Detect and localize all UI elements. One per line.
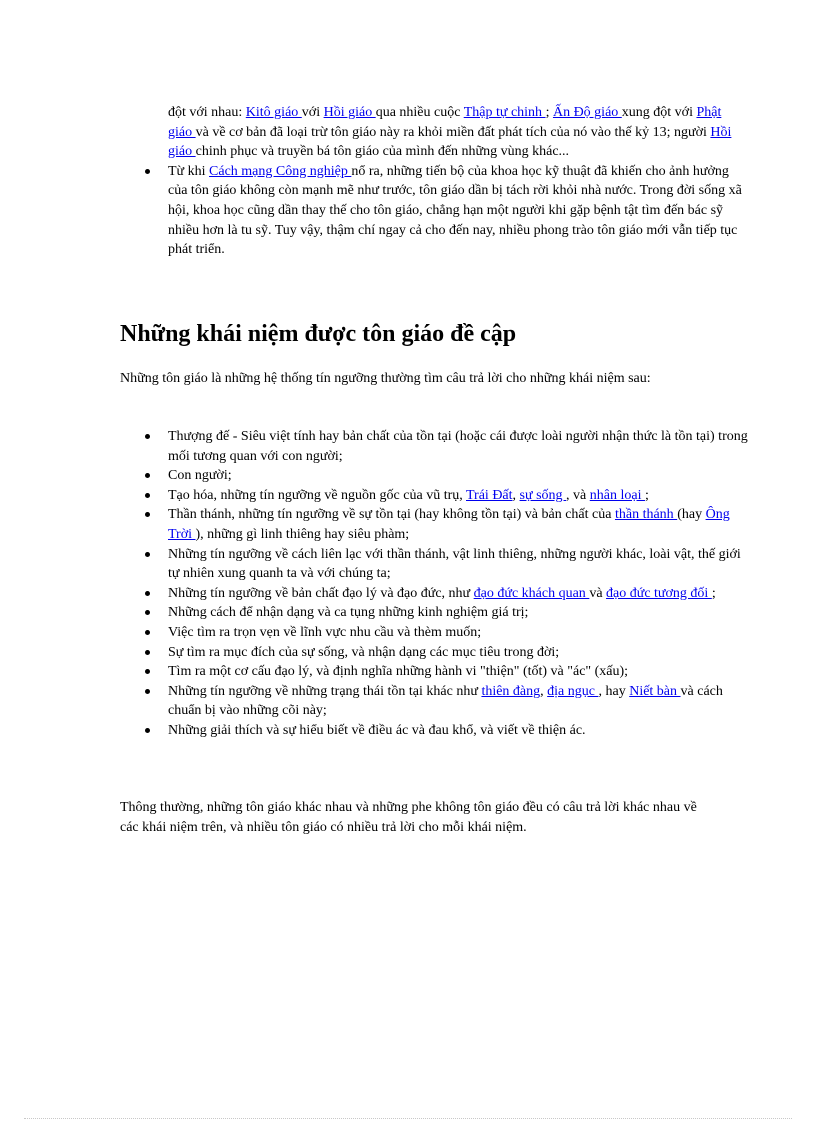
link-dao-duc-tuong-doi[interactable]: đạo đức tương đối [606,585,712,601]
link-niet-ban[interactable]: Niết bàn [629,683,681,699]
link-kito-giao[interactable]: Kitô giáo [245,105,302,120]
list-item: Sự tìm ra mục đích của sự sống, và nhận dạng các mục tiêu trong đời; [168,643,748,663]
link-dia-nguc[interactable]: địa ngục [547,683,599,699]
link-hoi-giao[interactable]: Hồi giáo [323,105,376,120]
intro-paragraph: Những tôn giáo là những hệ thống tín ngưỡng thường tìm câu trả lời cho những khái niệm sau: [120,371,651,386]
link-nhan-loai[interactable]: nhân loại [589,487,645,503]
list-item-conflicts: đột với nhau: Kitô giáo với Hồi giáo qua nhiều cuộc Thập tự chinh ; Ấn Độ giáo xung đột với Phật giáo và về cơ bản đã loại trừ tôn giáo này ra khỏi miền đất phát tích của nó vào thế kỷ 13; người Hồi giáo chinh phục và truyền bá tôn giáo của mình đến những vùng khác... [168,105,732,160]
link-thap-tu-chinh[interactable]: Thập tự chinh [463,105,546,120]
link-dao-duc-khach-quan[interactable]: đạo đức khách quan [473,585,590,601]
list-item: Thượng đế - Siêu việt tính hay bản chất của tồn tại (hoặc cái được loài người nhận thức là tồn tại) trong mối tương quan với con người; [168,427,748,466]
link-phat-giao[interactable]: Phật giáo [168,105,722,140]
list-item: Con người; [168,466,748,486]
list-item: Tìm ra một cơ cấu đạo lý, và định nghĩa những hành vi "thiện" (tốt) và "ác" (xấu); [168,662,748,682]
link-than-thanh[interactable]: thần thánh [614,507,678,523]
concept-list [120,427,748,741]
page-bottom-rule [24,1118,792,1119]
link-an-do-giao[interactable]: Ấn Độ giáo [552,105,622,120]
list-item: Thần thánh, những tín ngưỡng về sự tồn tại (hay không tồn tại) và bản chất của thần thánh (hay Ông Trời ), những gì linh thiêng hay siêu phàm; [168,505,748,544]
list-item: Tạo hóa, những tín ngưỡng về nguồn gốc của vũ trụ, Trái Đất, sự sống , và nhân loại ; [168,486,748,506]
list-item: Những tín ngưỡng về cách liên lạc với thần thánh, vật linh thiêng, những người khác, loài vật, thế giới tự nhiên xung quanh ta và với chúng ta; [168,545,748,584]
link-thien-dang[interactable]: thiên đàng [481,683,541,699]
link-trai-dat[interactable]: Trái Đất [466,487,513,503]
list-item: Những tín ngưỡng về bản chất đạo lý và đạo đức, như đạo đức khách quan và đạo đức tương đối ; [168,584,748,604]
closing-paragraph: Thông thường, những tôn giáo khác nhau và những phe không tôn giáo đều có câu trả lời khác nhau về các khái niệm trên, và nhiều tôn giáo có nhiều trả lời cho mỗi khái niệm. [120,800,697,835]
list-item: Việc tìm ra trọn vẹn về lĩnh vực nhu cầu và thèm muốn; [168,623,748,643]
list-item: Những cách để nhận dạng và ca tụng những kinh nghiệm giá trị; [168,603,748,623]
list-item: Những tín ngưỡng về những trạng thái tồn tại khác như thiên đàng, địa ngục , hay Niết bàn và cách chuẩn bị vào những cõi này; [168,682,748,721]
link-su-song[interactable]: sự sống [519,487,567,503]
list-item-industrial-revolution: Từ khi Cách mạng Công nghiệp nổ ra, những tiến bộ của khoa học kỹ thuật đã khiến cho ảnh hưởng của tôn giáo không còn mạnh mẽ như trước, tôn giáo dần bị tách rời khỏi nhà nước. Trong đời sống xã hội, khoa học cũng dần thay thế cho tôn giáo, chẳng hạn một người khi gặp bệnh tật tìm đến bác sỹ nhiều hơn là tu sỹ. Tuy vậy, thậm chí ngay cả cho đến nay, nhiều phong trào tôn giáo mới vẫn tiếp tục phát triển. [168,162,748,260]
history-list [120,103,748,260]
link-cach-mang-cong-nghiep[interactable]: Cách mạng Công nghiệp [209,163,352,179]
list-item: Những giải thích và sự hiểu biết về điều ác và đau khổ, và viết về thiện ác. [168,721,748,741]
link-ong-troi[interactable]: Ông Trời [168,507,730,542]
section-heading: Những khái niệm được tôn giáo đề cập [120,321,517,347]
link-hoi-giao-2[interactable]: Hồi giáo [168,124,732,160]
